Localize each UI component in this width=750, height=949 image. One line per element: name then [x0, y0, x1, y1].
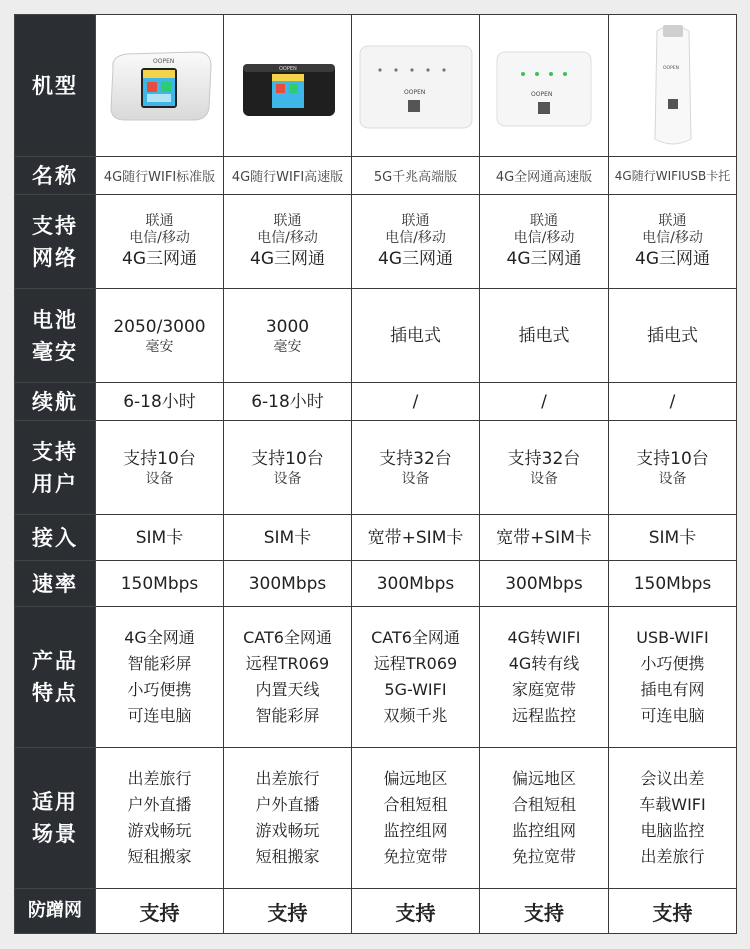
feature-item: 4G转有线	[508, 654, 580, 673]
battery-cell	[480, 289, 609, 383]
users-unit: 设备	[658, 471, 687, 487]
scene-item: 免拉宽带	[383, 847, 448, 866]
access-value: SIM卡	[96, 515, 224, 561]
scene-item: 监控组网	[511, 821, 576, 840]
network-cell	[609, 195, 737, 289]
scene-item: 合租短租	[511, 795, 576, 814]
users-value: 支持10台	[636, 449, 709, 469]
features-cell	[224, 607, 352, 748]
row-model	[15, 15, 737, 157]
scene-item: 合租短租	[383, 795, 448, 814]
battery-unit: 毫安	[145, 339, 174, 355]
network-cell	[96, 195, 224, 289]
users-unit: 设备	[273, 471, 302, 487]
svg-text:OOPEN: OOPEN	[152, 57, 174, 65]
network-line: 电信/移动	[513, 229, 575, 246]
scene-item: 短租搬家	[127, 847, 192, 866]
feature-item: 插电有网	[640, 680, 705, 699]
feature-item: 4G全网通	[124, 628, 195, 647]
access-value: SIM卡	[224, 515, 352, 561]
network-line: 电信/移动	[642, 229, 703, 246]
feature-item: 小巧便携	[127, 680, 192, 699]
network-line: 4G三网通	[635, 248, 710, 269]
scene-item: 会议出差	[640, 769, 705, 788]
users-unit: 设备	[401, 471, 430, 487]
label-line: 特点	[32, 681, 78, 705]
row-speed	[15, 561, 737, 607]
network-line: 电信/移动	[129, 229, 190, 246]
product-image-1	[96, 15, 224, 157]
battery-unit: 毫安	[273, 339, 302, 355]
network-line: 4G三网通	[506, 248, 582, 269]
access-value: SIM卡	[609, 515, 737, 561]
scene-item: 出差旅行	[255, 769, 320, 788]
features-cell	[96, 607, 224, 748]
users-cell	[96, 421, 224, 515]
endurance-value: /	[609, 383, 737, 421]
label-line: 支持	[32, 213, 78, 238]
scenes-cell	[609, 748, 737, 889]
row-features	[15, 607, 737, 748]
row-name	[15, 157, 737, 195]
feature-item: 5G-WIFI	[384, 680, 447, 699]
network-line: 电信/移动	[385, 229, 446, 246]
feature-item: 家庭宽带	[511, 680, 576, 699]
feature-item: 可连电脑	[127, 706, 192, 725]
label-scenes	[15, 748, 96, 889]
label-battery	[15, 289, 96, 383]
users-unit: 设备	[145, 471, 174, 487]
svg-text:OOPEN: OOPEN	[531, 90, 553, 98]
feature-item: USB-WIFI	[636, 628, 709, 647]
feature-item: 双频千兆	[383, 706, 448, 725]
4g-router-icon	[489, 38, 599, 134]
scene-item: 短租搬家	[255, 847, 320, 866]
users-value: 支持10台	[251, 449, 324, 469]
endurance-value: /	[480, 383, 609, 421]
users-value: 支持32台	[507, 449, 581, 469]
scene-item: 游戏畅玩	[255, 821, 320, 840]
product-name: 4G随行WIFI高速版	[224, 157, 352, 195]
feature-item: 内置天线	[255, 680, 320, 699]
battery-value: 3000	[265, 317, 310, 337]
5g-router-icon	[354, 36, 478, 136]
features-cell	[480, 607, 609, 748]
anti-leech-value: 支持	[224, 889, 352, 934]
battery-cell	[609, 289, 737, 383]
access-value: 宽带+SIM卡	[480, 515, 609, 561]
features-cell	[609, 607, 737, 748]
network-cell	[224, 195, 352, 289]
endurance-value: 6-18小时	[224, 383, 352, 421]
scene-item: 出差旅行	[640, 847, 705, 866]
network-line: 电信/移动	[257, 229, 318, 246]
feature-item: CAT6全网通	[243, 628, 332, 647]
label-features	[15, 607, 96, 748]
svg-text:OOPEN: OOPEN	[403, 88, 425, 96]
row-endurance	[15, 383, 737, 421]
scenes-cell	[480, 748, 609, 889]
scenes-cell	[224, 748, 352, 889]
users-value: 支持10台	[123, 449, 196, 469]
feature-item: 远程监控	[511, 706, 576, 725]
svg-text:OOPEN: OOPEN	[662, 65, 679, 71]
product-name: 5G千兆高端版	[352, 157, 480, 195]
product-image-4	[480, 15, 609, 157]
network-line: 联通	[145, 212, 174, 229]
scene-item: 免拉宽带	[511, 847, 576, 866]
scene-item: 出差旅行	[127, 769, 192, 788]
product-image-2	[224, 15, 352, 157]
feature-item: 智能彩屏	[127, 654, 192, 673]
users-value: 支持32台	[379, 449, 452, 469]
battery-cell	[96, 289, 224, 383]
comparison-sheet	[14, 14, 736, 935]
label-name: 名称	[15, 157, 96, 195]
feature-item: 小巧便携	[640, 654, 705, 673]
users-cell	[609, 421, 737, 515]
battery-value: 插电式	[647, 325, 698, 346]
label-access: 接入	[15, 515, 96, 561]
speed-value: 300Mbps	[352, 561, 480, 607]
speed-value: 300Mbps	[480, 561, 609, 607]
label-line: 用户	[32, 471, 78, 496]
battery-value: 插电式	[390, 325, 441, 346]
feature-item: 远程TR069	[245, 654, 330, 673]
users-cell	[352, 421, 480, 515]
black-mifi-icon	[229, 42, 347, 130]
label-network	[15, 195, 96, 289]
scene-item: 电脑监控	[640, 821, 705, 840]
label-line: 毫安	[32, 339, 78, 364]
label-line: 网络	[32, 245, 78, 270]
product-comparison-table	[14, 14, 737, 934]
scene-item: 监控组网	[383, 821, 448, 840]
battery-value: 插电式	[518, 325, 570, 346]
row-scenes	[15, 748, 737, 889]
anti-leech-value: 支持	[352, 889, 480, 934]
scenes-cell	[352, 748, 480, 889]
row-users	[15, 421, 737, 515]
label-endurance: 续航	[15, 383, 96, 421]
features-cell	[352, 607, 480, 748]
speed-value: 150Mbps	[609, 561, 737, 607]
row-network	[15, 195, 737, 289]
product-image-3	[352, 15, 480, 157]
speed-value: 150Mbps	[96, 561, 224, 607]
label-users	[15, 421, 96, 515]
label-anti-leech: 防蹭网	[15, 889, 96, 934]
speed-value: 300Mbps	[224, 561, 352, 607]
scene-item: 户外直播	[127, 795, 192, 814]
users-unit: 设备	[530, 471, 558, 487]
network-line: 4G三网通	[122, 248, 197, 269]
battery-cell	[224, 289, 352, 383]
feature-item: 智能彩屏	[255, 706, 320, 725]
white-mifi-icon	[101, 42, 219, 130]
network-cell	[352, 195, 480, 289]
feature-item: 远程TR069	[373, 654, 458, 673]
scene-item: 户外直播	[255, 795, 320, 814]
label-line: 场景	[32, 822, 78, 846]
row-access	[15, 515, 737, 561]
network-line: 联通	[530, 212, 558, 229]
scene-item: 车载WIFI	[639, 795, 706, 814]
network-line: 4G三网通	[378, 248, 453, 269]
label-speed: 速率	[15, 561, 96, 607]
scene-item: 偏远地区	[511, 769, 576, 788]
label-line: 支持	[32, 439, 78, 464]
label-line: 适用	[32, 790, 78, 814]
scene-item: 游戏畅玩	[127, 821, 192, 840]
users-cell	[480, 421, 609, 515]
feature-item: 可连电脑	[640, 706, 705, 725]
network-line: 联通	[273, 212, 302, 229]
product-name: 4G随行WIFI标准版	[96, 157, 224, 195]
product-name: 4G随行WIFIUSB卡托	[609, 157, 737, 195]
scene-item: 偏远地区	[383, 769, 448, 788]
anti-leech-value: 支持	[480, 889, 609, 934]
battery-cell	[352, 289, 480, 383]
battery-value: 2050/3000	[113, 317, 206, 337]
endurance-value: /	[352, 383, 480, 421]
label-line: 产品	[32, 649, 78, 673]
row-anti-leech	[15, 889, 737, 934]
anti-leech-value: 支持	[609, 889, 737, 934]
svg-text:OOPEN: OOPEN	[278, 65, 297, 72]
label-model: 机型	[15, 15, 96, 157]
row-battery	[15, 289, 737, 383]
feature-item: 4G转WIFI	[507, 628, 581, 647]
network-line: 4G三网通	[250, 248, 325, 269]
label-line: 电池	[32, 307, 78, 332]
network-line: 联通	[658, 212, 687, 229]
feature-item: CAT6全网通	[371, 628, 460, 647]
scenes-cell	[96, 748, 224, 889]
product-image-5	[609, 15, 737, 157]
product-name: 4G全网通高速版	[480, 157, 609, 195]
usb-dongle-icon	[643, 21, 703, 151]
access-value: 宽带+SIM卡	[352, 515, 480, 561]
anti-leech-value: 支持	[96, 889, 224, 934]
network-line: 联通	[401, 212, 430, 229]
users-cell	[224, 421, 352, 515]
endurance-value: 6-18小时	[96, 383, 224, 421]
network-cell	[480, 195, 609, 289]
